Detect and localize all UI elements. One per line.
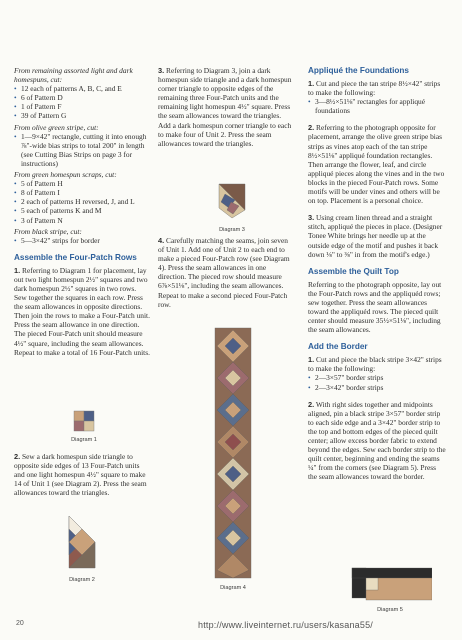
unit-2-diagram (215, 180, 249, 222)
border-step-1 (308, 355, 446, 373)
cut-list-assorted (14, 84, 150, 120)
diagram-4-caption: Diagram 4 (220, 585, 246, 591)
step-text: Carefully matching the seams, join seven of Unit 1. Add one of Unit 2 to each end to make a pieced Four-Patch row (see Diagram 4). Press the seam allowances in one direction. The pieced row should measure 6⅞×51⅛", including the seam allowances. Repeat to make a second pieced Four-Patch row. (158, 236, 290, 309)
list-item: • 5 of Pattern H (14, 179, 150, 188)
step-text: Using cream linen thread and a straight stitch, appliqué the pieces in place. (Designer Tonee White brings her needle up at the outside edge of the motif and pushes it back down ⅛" to ⅜" in from the motif's edge.) (308, 213, 443, 259)
step-text: Referring to the photograph opposite for placement, arrange the olive green stripe bias strips as vines atop each of the tan stripe 8½×51⅛" appliqué foundation rectangles. Then arrange the flower, leaf, and circle appliqué pieces along the vines and in the two blocks in the pieced Four-Patch rows. Some motifs will be under vines and others will be on top. Placement is a personal choice. (308, 123, 445, 206)
diagram-4 (213, 326, 253, 591)
step-number: 3. (158, 66, 165, 75)
diagram-1 (64, 410, 104, 443)
four-patch-diagram (73, 410, 95, 432)
list-item: • 2—3×42" border strips (308, 383, 446, 392)
border-corner-diagram (348, 566, 432, 602)
list-item: • 5—3×42" strips for border (14, 236, 150, 245)
step-2 (14, 452, 150, 497)
diagram-1-caption: Diagram 1 (71, 437, 97, 443)
step-number: 4. (158, 236, 165, 245)
step-number: 2. (308, 399, 315, 409)
step-text: Cut and piece the black stripe 3×42" strips to make the following: (308, 355, 442, 374)
step-1 (14, 266, 150, 357)
list-item: • 3—8½×51⅛" rectangles for appliqué foundations (308, 97, 446, 115)
unit-1-diagram (65, 512, 99, 572)
cut-intro-green: From green homespun scraps, cut: (14, 170, 117, 180)
step-text: With right sides together and midpoints aligned, pin a black stripe 3×57" border strip to each side edge and a 3×42" border strip to the top and bottom edges of the pieced quilt center; allow excess border fabric to extend beyond the edges. Sew each border strip to the quilt center, beginning and ending the seams ¼" from the corners (see Diagram 5). Press the seam allowances toward the border. (308, 399, 446, 482)
step-text: Sew a dark homespun side triangle to opposite side edges of 13 Four-Patch units and one light homespun 4½" square to make 14 of Unit 1 (see Diagram 2). Press the seam allowances toward the triangles. (14, 452, 147, 498)
assemble-paragraph: Referring to the photograph opposite, lay out the Four-Patch rows and the appliquéd rows; sew together. Press the seam allowances toward the appliquéd rows. The pieced quilt center should measure 35½×51⅛", including the seam allowances. (308, 279, 442, 335)
column-3 (308, 66, 446, 489)
list-item: • 2 each of patterns H reversed, J, and L (14, 197, 150, 206)
step-3 (158, 66, 294, 148)
step-number: 1. (14, 265, 21, 275)
cut-list-olive (14, 132, 150, 168)
watermark-url[interactable]: http://www.liveinternet.ru/users/kasana55/ (198, 620, 373, 630)
heading-applique-foundations: Appliqué the Foundations (308, 66, 409, 75)
diagram-5-caption: Diagram 5 (377, 607, 403, 613)
column-1 (14, 66, 150, 365)
heading-assemble-four-patch: Assemble the Four-Patch Rows (14, 252, 137, 262)
step-text: Referring to Diagram 3, join a dark homespun side triangle and a dark homespun corner triangle to opposite edges of the remaining three Four-Patch units and the remaining light homespun 4½" square. Press the seam allowances toward the triangles. Add a dark homespun corner triangle to each to make four of Unit 2. Press the seam allowances toward the triangles. (158, 66, 292, 148)
diagram-3 (210, 180, 254, 233)
step-4 (158, 236, 294, 309)
step-text: Cut and piece the tan stripe 8½×42" strips to make the following: (308, 79, 441, 98)
step-number: 3. (308, 213, 315, 223)
four-patch-row-diagram (213, 326, 253, 580)
cut-list-black (14, 236, 150, 245)
applique-list (308, 97, 446, 115)
applique-step-2 (308, 123, 446, 205)
list-item: • 12 each of patterns A, B, C, and E (14, 84, 150, 93)
cut-intro-olive: From olive green stripe, cut: (14, 122, 99, 132)
list-item: • 5 each of patterns K and M (14, 206, 150, 215)
column-2 (158, 66, 294, 156)
cut-list-green (14, 179, 150, 224)
heading-add-border: Add the Border (308, 342, 368, 352)
column-1-lower (14, 452, 150, 505)
page-number: 20 (16, 620, 24, 627)
list-item: • 3 of Pattern N (14, 216, 150, 225)
cut-intro-assorted: From remaining assorted light and dark homespuns, cut: (14, 66, 133, 85)
list-item: • 6 of Pattern D (14, 93, 150, 102)
list-item: • 1 of Pattern F (14, 102, 150, 111)
border-step-2 (308, 400, 446, 482)
diagram-5 (348, 566, 432, 613)
cut-intro-black: From black stripe, cut: (14, 226, 82, 236)
list-item: • 1—9×42" rectangle, cutting it into enough ⅞"-wide bias strips to total 200" in length (see Cutting Bias Strips on page 3 for instructions) (14, 132, 150, 168)
step-number: 2. (14, 452, 21, 461)
step-number: 1. (308, 355, 315, 365)
border-list (308, 373, 446, 391)
diagram-2 (60, 512, 104, 583)
step-number: 1. (308, 79, 315, 88)
applique-step-1 (308, 79, 446, 97)
step-number: 2. (308, 123, 315, 133)
applique-step-3 (308, 213, 446, 258)
column-2-lower (158, 236, 294, 317)
list-item: • 2—3×57" border strips (308, 373, 446, 382)
heading-assemble-quilt-top: Assemble the Quilt Top (308, 266, 399, 276)
step-text: Referring to Diagram 1 for placement, lay out two light homespun 2½" squares and two dark homespun 2½" squares in two rows. Sew together the squares in each row. Press the seam allowances in opposite directions. Then join the rows to make a Four-Patch unit. Press the seam allowance in one direction. The pieced Four-Patch unit should measure 4½" square, including the seam allowances. Repeat to make a total of 16 Four-Patch units. (14, 265, 150, 357)
list-item: • 8 of Pattern I (14, 188, 150, 197)
diagram-3-caption: Diagram 3 (219, 227, 245, 233)
diagram-2-caption: Diagram 2 (69, 577, 95, 583)
list-item: • 39 of Pattern G (14, 111, 150, 120)
